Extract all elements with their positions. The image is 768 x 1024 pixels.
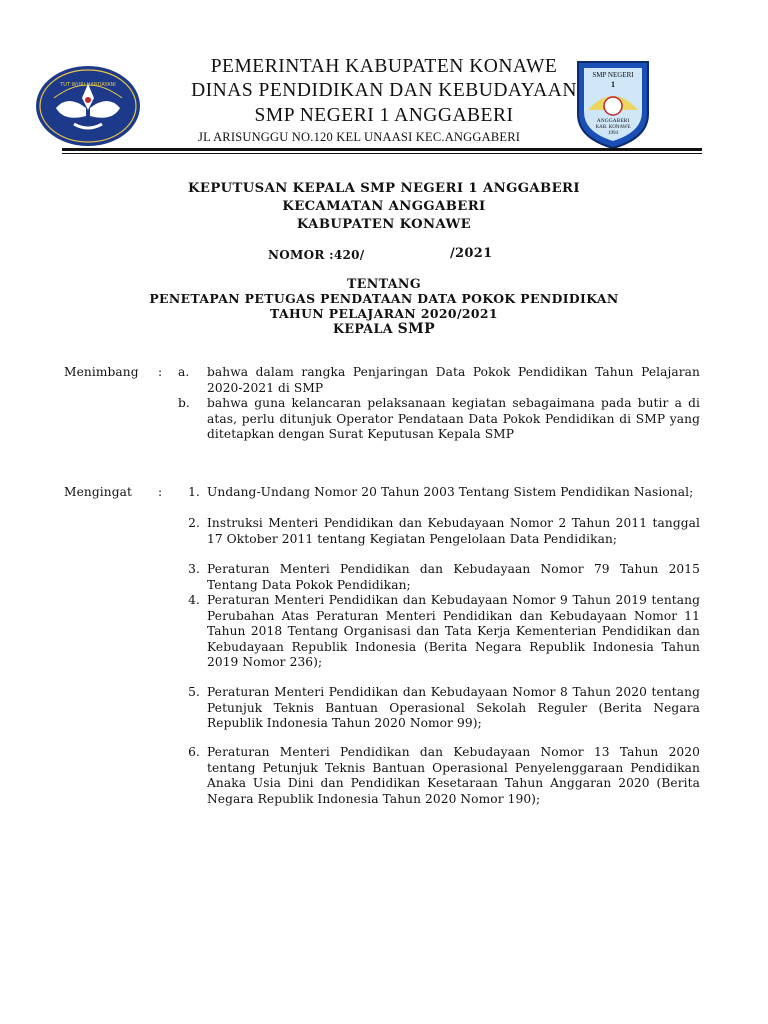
mengingat-item-4: Peraturan Menteri Pendidikan dan Kebudayaan Nomor 9 Tahun 2019 tentang Perubahan Atas Peraturan Menteri Pendidikan dan Kebudayaan Nomor 11 Tahun 2018 Tentang Organisasi dan Tata Kerja Kementerian Pendidikan dan Kebudayaan Republik Indonesia (Berita Negara Republik Indonesia Tahun 2019 Nomor 236); [207,593,700,669]
decree-number-label: NOMOR :420/ [268,248,365,262]
mengingat-marker-5: 5. [188,685,200,699]
logo-left-text: TUT WURI HANDAYANI [60,82,116,88]
menimbang-marker-a: a. [178,365,190,379]
letterhead-rule-thick [62,148,702,151]
mengingat-item-3: Peraturan Menteri Pendidikan dan Kebudayaan Nomor 79 Tahun 2015 Tentang Data Pokok Pendidikan; [207,562,700,592]
mengingat-marker-3: 3. [188,562,200,576]
menimbang-item-a: bahwa dalam rangka Penjaringan Data Pokok Pendidikan Tahun Pelajaran 2020-2021 di SMP [207,365,700,395]
mengingat-label: Mengingat [64,485,132,499]
logo-right-line1: SMP NEGERI [592,71,634,79]
logo-right-line2: 1 [611,80,615,89]
letterhead-address: JL ARISUNGGU NO.120 KEL UNAASI KEC.ANGGABERI [198,130,521,144]
logo-right-line3: ANGGABERI [596,118,630,124]
mengingat-item-6: Peraturan Menteri Pendidikan dan Kebudayaan Nomor 13 Tahun 2020 tentang Petunjuk Teknis Bantuan Operasional Penyelenggaraan Pendidikan Anaka Usia Dini dan Pendidikan Kesetaraan Tahun Anggaran 2020 (Berita Negara Republik Indonesia Tahun 2020 Nomor 190); [207,745,700,806]
menimbang-label: Menimbang [64,365,139,379]
logo-right-line5: 1994 [608,131,618,136]
letterhead-government: PEMERINTAH KABUPATEN KONAWE [210,56,558,77]
mengingat-marker-6: 6. [188,745,200,759]
letterhead-school: SMP NEGERI 1 ANGGABERI [254,105,514,126]
mengingat-marker-1: 1. [188,485,200,499]
decree-subject: PENETAPAN PETUGAS PENDATAAN DATA POKOK PENDIDIKAN [149,291,619,306]
kepala-label: KEPALA [332,321,398,336]
decree-year: TAHUN PELAJARAN 2020/2021 [270,306,498,321]
menimbang-item-b: bahwa guna kelancaran pelaksanaan kegiatan sebagaimana pada butir a di atas, perlu ditunjuk Operator Pendataan Data Pokok Pendidikan di SMP yang ditetapkan dengan Surat Keputusan Kepala SMP [207,396,700,441]
decree-regency: KABUPATEN KONAWE [296,217,472,232]
mengingat-marker-2: 2. [188,516,200,530]
mengingat-item-2: Instruksi Menteri Pendidikan dan Kebudayaan Nomor 2 Tahun 2011 tanggal 17 Oktober 2011 tentang Kegiatan Pengelolaan Data Pendidikan; [207,516,700,546]
decree-title: KEPUTUSAN KEPALA SMP NEGERI 1 ANGGABERI [188,181,580,196]
mengingat-marker-4: 4. [188,593,200,607]
menimbang-colon: : [158,365,163,379]
logo-right-line4: KAB. KONAWE [595,125,631,130]
decree-district: KECAMATAN ANGGABERI [282,199,486,214]
mengingat-item-1: Undang-Undang Nomor 20 Tahun 2003 Tentang Sistem Pendidikan Nasional; [207,485,694,499]
menimbang-marker-b: b. [178,396,190,410]
kepala-smp: SMP [397,321,436,337]
letterhead-rule-thin [62,153,702,154]
decree-tentang: TENTANG [346,276,421,291]
decree-number-year: /2021 [450,246,493,261]
mengingat-item-5: Peraturan Menteri Pendidikan dan Kebudayaan Nomor 8 Tahun 2020 tentang Petunjuk Teknis Bantuan Operasional Sekolah Reguler (Berita Negara Republik Indonesia Tahun 2020 Nomor 99); [207,685,700,730]
mengingat-colon: : [158,485,163,499]
decree-kepala [0,321,768,337]
letterhead-department: DINAS PENDIDIKAN DAN KEBUDAYAAN [191,80,577,101]
